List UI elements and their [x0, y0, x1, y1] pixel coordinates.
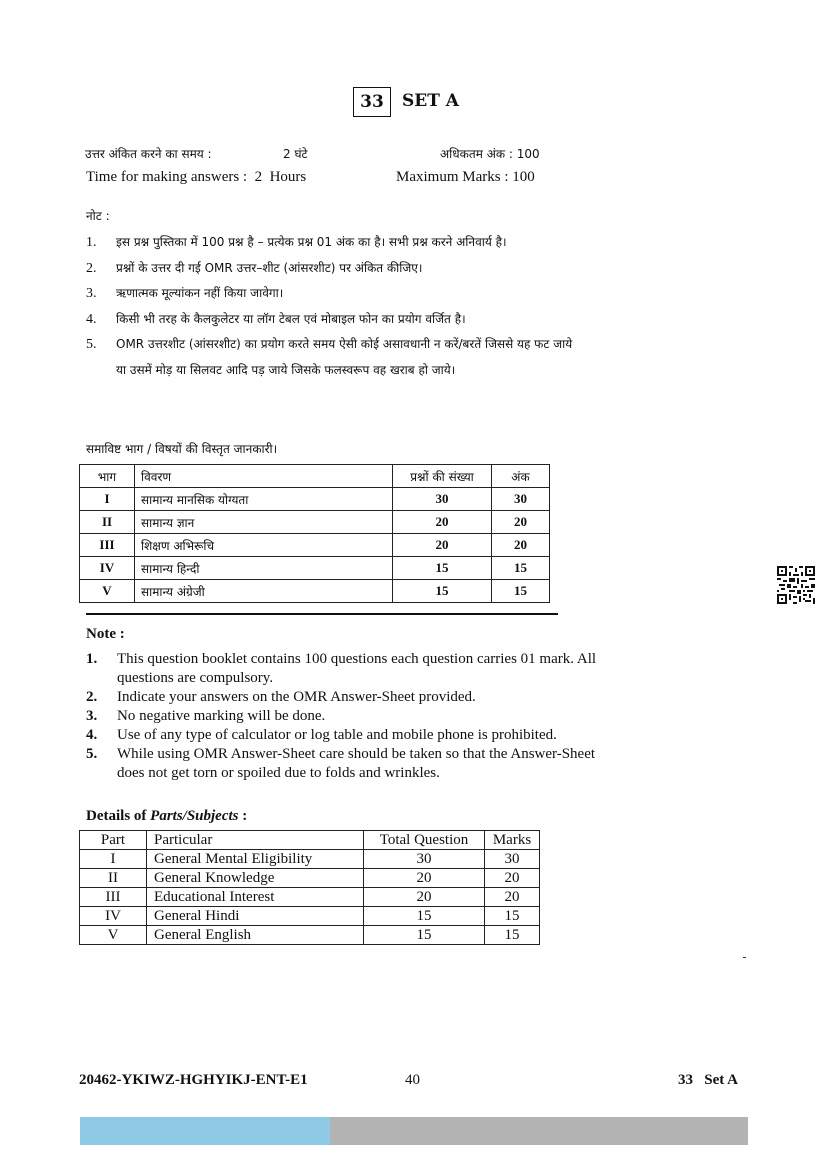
list-item: 3. No negative marking will be done.: [86, 708, 326, 724]
stray-mark: [743, 957, 746, 958]
table-row: V General English 15 15: [80, 926, 540, 945]
hi-note-list: [86, 230, 586, 383]
hi-max-marks: अधिकतम अंक : 100: [440, 147, 540, 161]
table-row: V सामान्य अंग्रेजी 15 15: [80, 580, 550, 603]
list-item: 4. Use of any type of calculator or log table and mobile phone is prohibited.: [86, 727, 557, 743]
footer-set-label: 33 Set A: [678, 1072, 738, 1088]
hi-note-heading: नोट :: [86, 209, 110, 223]
list-item: 5. While using OMR Answer-Sheet care should be taken so that the Answer-Sheet does not get torn or spoiled due to folds and wrinkles.: [86, 746, 596, 781]
list-item: 3. ऋणात्मक मूल्यांकन नहीं किया जावेगा।: [86, 286, 284, 301]
page-number: 40: [405, 1072, 420, 1088]
set-label: SET A: [402, 91, 459, 111]
table-row: II सामान्य ज्ञान 20 20: [80, 511, 550, 534]
footer-bar-blue: [80, 1117, 330, 1145]
table-row: I सामान्य मानसिक योग्यता 30 30: [80, 488, 550, 511]
hi-time-label: उत्तर अंकित करने का समय :: [85, 147, 212, 161]
en-parts-table: [79, 830, 540, 945]
en-max-marks: Maximum Marks : 100: [396, 169, 535, 185]
table-row: IV सामान्य हिन्दी 15 15: [80, 557, 550, 580]
footer-booklet-code: 20462-YKIWZ-HGHYIKJ-ENT-E1: [79, 1072, 308, 1088]
list-item: 2. Indicate your answers on the OMR Answer-Sheet provided.: [86, 689, 476, 705]
table-header-row: भाग विवरण प्रश्नों की संख्या अंक: [80, 465, 550, 488]
list-item: 5. OMR उत्तरशीट (आंसरशीट) का प्रयोग करते समय ऐसी कोई असावधानी न करें/बरतें जिससे यह फट जाये या उसमें मोड़ या सिलवट आदि पड़ जाये जिसके फलस्वरूप वह खराब हो जाये।: [86, 337, 573, 377]
en-note-heading: Note :: [86, 626, 125, 642]
hi-parts-table: [79, 464, 550, 603]
qr-code-icon: [777, 566, 815, 604]
table-header-row: Part Particular Total Question Marks: [80, 831, 540, 850]
list-item: 2. प्रश्नों के उत्तर दी गई OMR उत्तर–शीट (आंसरशीट) पर अंकित कीजिए।: [86, 260, 423, 276]
table-row: I General Mental Eligibility 30 30: [80, 850, 540, 869]
table-row: III Educational Interest 20 20: [80, 888, 540, 907]
table-row: III शिक्षण अभिरूचि 20 20: [80, 534, 550, 557]
list-item: 1. This question booklet contains 100 questions each question carries 01 mark. All questions are compulsory.: [86, 651, 597, 686]
footer-bar-grey: [330, 1117, 748, 1145]
hi-time-value: 2 घंटे: [283, 147, 308, 161]
section-divider: [86, 613, 558, 615]
en-note-list: [86, 650, 626, 783]
booklet-code-box: 33: [353, 87, 391, 117]
en-details-heading: Details of Parts/Subjects :: [86, 808, 248, 824]
table-row: II General Knowledge 20 20: [80, 869, 540, 888]
hi-details-heading: समाविष्ट भाग / विषयों की विस्तृत जानकारी।: [86, 442, 278, 456]
list-item: 1. इस प्रश्न पुस्तिका में 100 प्रश्न है – प्रत्येक प्रश्न 01 अंक का है। सभी प्रश्न करने अनिवार्य है।: [86, 235, 507, 250]
table-row: IV General Hindi 15 15: [80, 907, 540, 926]
en-time-label: Time for making answers : 2 Hours: [86, 169, 307, 185]
list-item: 4. किसी भी तरह के कैलकुलेटर या लॉग टेबल एवं मोबाइल फोन का प्रयोग वर्जित है।: [86, 311, 466, 327]
